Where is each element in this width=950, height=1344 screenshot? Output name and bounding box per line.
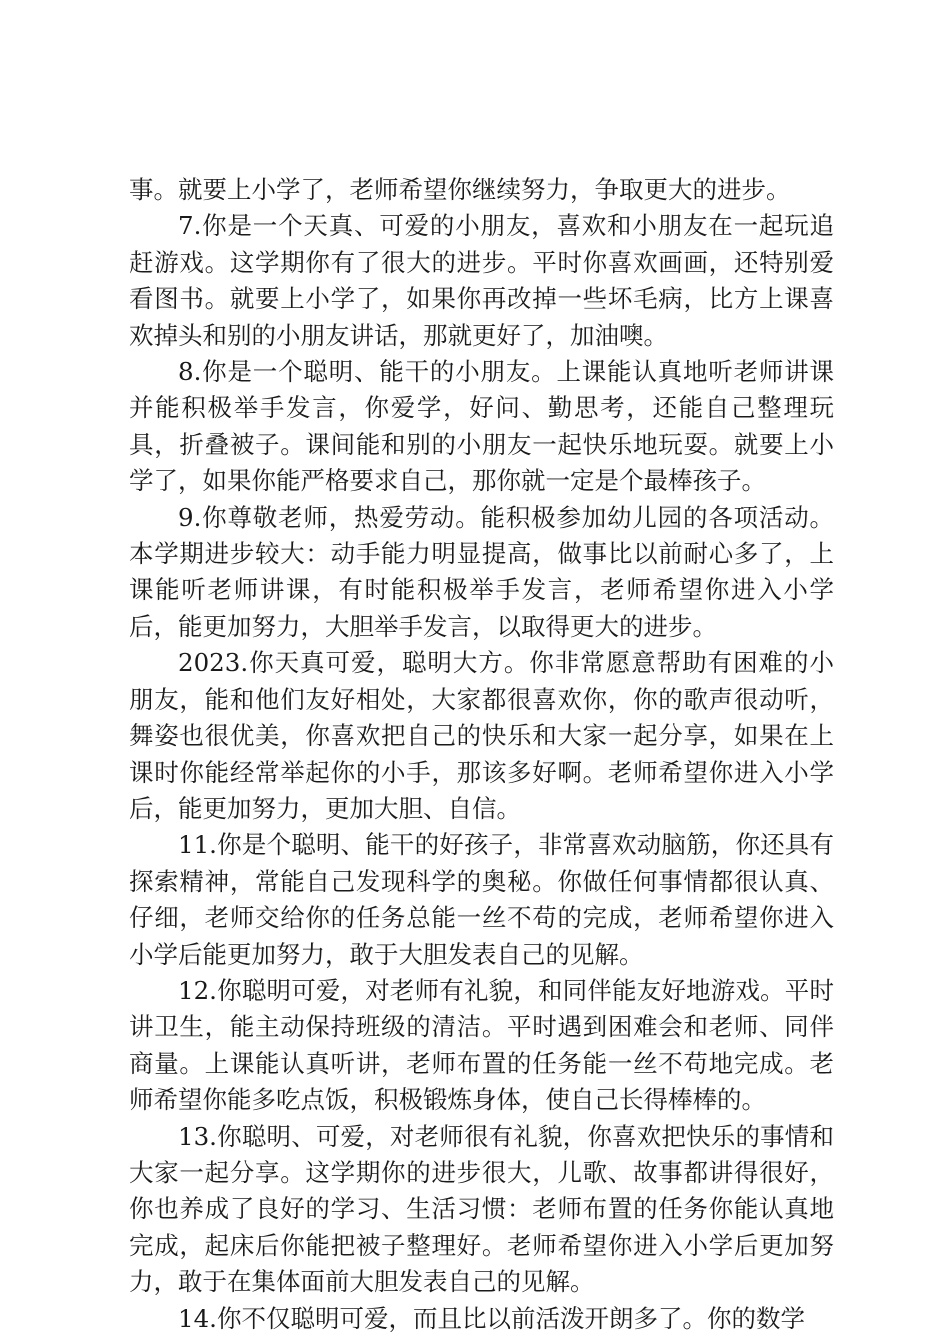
paragraph-13: 13.你聪明、可爱，对老师很有礼貌，你喜欢把快乐的事情和大家一起分享。这学期你的进步很大，儿歌、故事都讲得很好，你也养成了良好的学习、生活习惯：老师布置的任务你能认真地完成，起床后你能把被子整理好。老师希望你进入小学后更加努力，敢于在集体面前大胆发表自己的见解。 (129, 1121, 834, 1297)
paragraph-8: 8.你是一个聪明、能干的小朋友。上课能认真地听老师讲课并能积极举手发言，你爱学，好问、勤思考，还能自己整理玩具，折叠被子。课间能和别的小朋友一起快乐地玩耍。就要上小学了，如果你能严格要求自己，那你就一定是个最棒孩子。 (129, 357, 834, 496)
paragraph-11: 11.你是个聪明、能干的好孩子，非常喜欢动脑筋，你还具有探索精神，常能自己发现科学的奥秘。你做任何事情都很认真、仔细，老师交给你的任务总能一丝不苟的完成，老师希望你进入小学后能更加努力，敢于大胆发表自己的见解。 (129, 830, 834, 969)
paragraph-14-start: 14.你不仅聪明可爱，而且比以前活泼开朗多了。你的数学 (178, 1303, 805, 1333)
paragraph-6-continuation: 事。就要上小学了，老师希望你继续努力，争取更大的进步。 (129, 175, 791, 204)
paragraph-7: 7.你是一个天真、可爱的小朋友，喜欢和小朋友在一起玩追赶游戏。这学期你有了很大的进步。平时你喜欢画画，还特别爱看图书。就要上小学了，如果你再改掉一些坏毛病，比方上课喜欢掉头和别的小朋友讲话，那就更好了，加油噢。 (129, 211, 834, 350)
paragraph-9: 9.你尊敬老师，热爱劳动。能积极参加幼儿园的各项活动。本学期进步较大：动手能力明显提高，做事比以前耐心多了，上课能听老师讲课，有时能积极举手发言，老师希望你进入小学后，能更加努力，大胆举手发言，以取得更大的进步。 (129, 502, 834, 641)
body-text (129, 172, 834, 1337)
paragraph-12: 12.你聪明可爱，对老师有礼貌，和同伴能友好地游戏。平时讲卫生，能主动保持班级的清洁。平时遇到困难会和老师、同伴商量。上课能认真听讲，老师布置的任务能一丝不苟地完成。老师希望你能多吃点饭，积极锻炼身体，使自己长得棒棒的。 (129, 975, 834, 1115)
paragraph-10: 2023.你天真可爱，聪明大方。你非常愿意帮助有困难的小朋友，能和他们友好相处，大家都很喜欢你，你的歌声很动听，舞姿也很优美，你喜欢把自己的快乐和大家一起分享，如果在上课时你能经常举起你的小手，那该多好啊。老师希望你进入小学后，能更加努力，更加大胆、自信。 (129, 648, 834, 823)
